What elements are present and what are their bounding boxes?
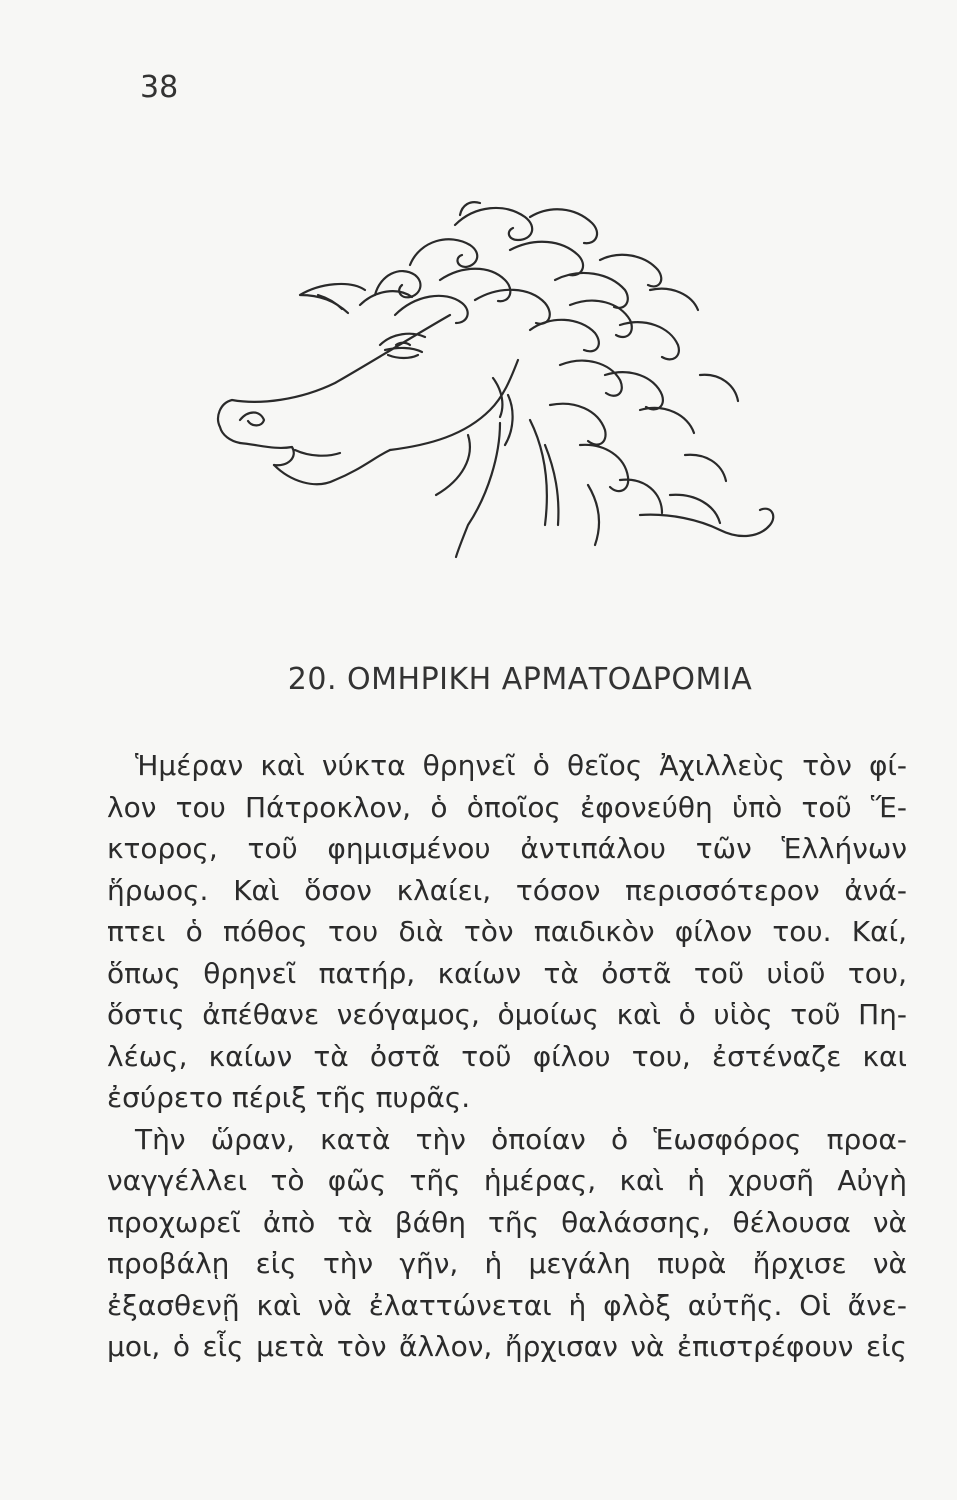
page-number: 38: [140, 70, 179, 105]
paragraph: [107, 1119, 907, 1368]
text-line: λέως, καίων τὰ ὀστᾶ τοῦ φίλου του, ἐστέναζε και: [107, 1039, 907, 1073]
text-line: ναγγέλλει τὸ φῶς τῆς ἡμέρας, καὶ ἡ χρυσῆ Αὐγὴ: [107, 1164, 907, 1197]
text-line: λον του Πάτροκλον, ὁ ὁποῖος ἐφονεύθη ὑπὸ τοῦ Ἕ-: [107, 790, 907, 824]
text-line: ὅπως θρηνεῖ πατήρ, καίων τὰ ὀστᾶ τοῦ υἱοῦ του,: [107, 956, 907, 990]
text-line: μοι, ὁ εἷς μετὰ τὸν ἄλλον, ἤρχισαν νὰ ἐπιστρέφουν εἰς: [107, 1330, 907, 1363]
horse-head-illustration: [200, 195, 820, 565]
text-line: Ἡμέραν καὶ νύκτα θρηνεῖ ὁ θεῖος Ἀχιλλεὺς τὸν φί-: [135, 749, 907, 782]
text-line: πτει ὁ πόθος του διὰ τὸν παιδικὸν φίλον του. Καί,: [107, 915, 907, 948]
text-line: ἐξασθενῇ καὶ νὰ ἐλαττώνεται ἡ φλὸξ αὐτῆς. Οἱ ἄνε-: [107, 1288, 907, 1322]
text-line: κτορος, τοῦ φημισμένου ἀντιπάλου τῶν Ἑλλήνων: [107, 832, 907, 865]
text-line: προχωρεῖ ἀπὸ τὰ βάθη τῆς θαλάσσης, θέλουσα νὰ: [107, 1205, 907, 1239]
horse-head-icon: [200, 195, 820, 565]
text-line: ὅστις ἀπέθανε νεόγαμος, ὁμοίως καὶ ὁ υἱὸς τοῦ Πη-: [107, 998, 907, 1031]
text-line: προβάλῃ εἰς τὴν γῆν, ἡ μεγάλη πυρὰ ἤρχισε νὰ: [107, 1247, 907, 1280]
paragraph: [107, 745, 907, 1119]
body-text: [107, 745, 907, 1368]
text-line: Τὴν ὥραν, κατὰ τὴν ὁποίαν ὁ Ἑωσφόρος προα-: [135, 1122, 907, 1156]
chapter-title: 20. ΟΜΗΡΙΚΗ ΑΡΜΑΤΟΔΡΟΜΙΑ: [287, 662, 753, 697]
text-line: ἥρωος. Καὶ ὅσον κλαίει, τόσον περισσότερον ἀνά-: [107, 873, 907, 907]
text-line: ἐσύρετο πέριξ τῆς πυρᾶς.: [107, 1081, 471, 1114]
